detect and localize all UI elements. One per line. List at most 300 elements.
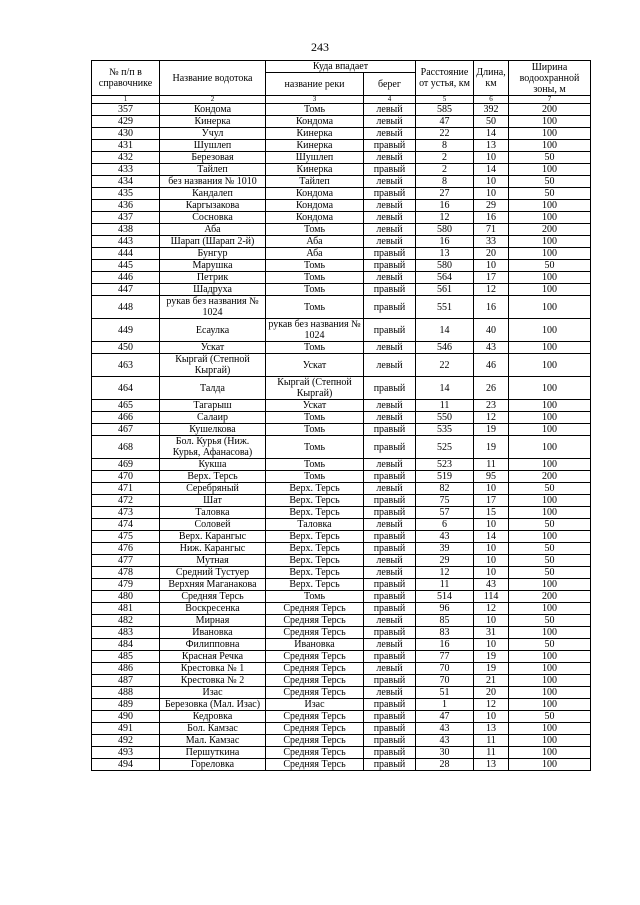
cell-width: 50 (509, 567, 591, 579)
header-bank: берег (364, 73, 416, 96)
cell-length: 10 (474, 519, 509, 531)
cell-distance: 30 (416, 747, 474, 759)
cell-num: 487 (92, 675, 160, 687)
cell-river: Кондома (266, 188, 364, 200)
cell-num: 449 (92, 319, 160, 342)
cell-num: 448 (92, 296, 160, 319)
cell-river: Средняя Терсь (266, 651, 364, 663)
cell-bank: левый (364, 459, 416, 471)
cell-river: Верх. Терсь (266, 507, 364, 519)
cell-length: 26 (474, 377, 509, 400)
cell-river: Томь (266, 260, 364, 272)
cell-distance: 6 (416, 519, 474, 531)
cell-num: 475 (92, 531, 160, 543)
cell-bank: правый (364, 747, 416, 759)
cell-river: Кондома (266, 212, 364, 224)
header-num: № п/п в справочнике (92, 61, 160, 96)
table-row (92, 412, 591, 424)
cell-width: 50 (509, 483, 591, 495)
cell-num: 470 (92, 471, 160, 483)
cell-width: 100 (509, 663, 591, 675)
cell-width: 50 (509, 188, 591, 200)
cell-num: 472 (92, 495, 160, 507)
cell-length: 392 (474, 104, 509, 116)
cell-length: 10 (474, 260, 509, 272)
column-numbers-row (92, 96, 591, 104)
cell-bank: левый (364, 224, 416, 236)
cell-width: 50 (509, 152, 591, 164)
cell-length: 20 (474, 687, 509, 699)
cell-width: 200 (509, 104, 591, 116)
cell-num: 450 (92, 342, 160, 354)
cell-width: 50 (509, 555, 591, 567)
cell-distance: 546 (416, 342, 474, 354)
cell-length: 12 (474, 412, 509, 424)
cell-name: Учул (160, 128, 266, 140)
table-row (92, 747, 591, 759)
cell-distance: 43 (416, 723, 474, 735)
cell-length: 12 (474, 284, 509, 296)
cell-length: 10 (474, 639, 509, 651)
cell-bank: правый (364, 248, 416, 260)
cell-length: 11 (474, 459, 509, 471)
cell-num: 486 (92, 663, 160, 675)
cell-width: 100 (509, 459, 591, 471)
cell-num: 463 (92, 354, 160, 377)
cell-length: 10 (474, 543, 509, 555)
table-row (92, 248, 591, 260)
cell-num: 465 (92, 400, 160, 412)
cell-length: 16 (474, 296, 509, 319)
cell-length: 29 (474, 200, 509, 212)
cell-length: 40 (474, 319, 509, 342)
cell-num: 485 (92, 651, 160, 663)
cell-num: 357 (92, 104, 160, 116)
header-flows-into: Куда впадает (266, 61, 416, 73)
cell-distance: 47 (416, 711, 474, 723)
cell-river: Средняя Терсь (266, 747, 364, 759)
cell-bank: левый (364, 567, 416, 579)
cell-width: 100 (509, 424, 591, 436)
cell-river: Таловка (266, 519, 364, 531)
cell-length: 10 (474, 483, 509, 495)
cell-bank: правый (364, 675, 416, 687)
cell-distance: 564 (416, 272, 474, 284)
cell-name: Сосновка (160, 212, 266, 224)
cell-length: 13 (474, 723, 509, 735)
cell-distance: 22 (416, 128, 474, 140)
cell-name: Таловка (160, 507, 266, 519)
cell-length: 12 (474, 699, 509, 711)
table-row (92, 579, 591, 591)
cell-river: Средняя Терсь (266, 687, 364, 699)
cell-bank: правый (364, 495, 416, 507)
cell-bank: правый (364, 377, 416, 400)
cell-name: Мирная (160, 615, 266, 627)
cell-num: 446 (92, 272, 160, 284)
cell-length: 95 (474, 471, 509, 483)
cell-width: 100 (509, 272, 591, 284)
cell-num: 437 (92, 212, 160, 224)
cell-distance: 525 (416, 436, 474, 459)
cell-distance: 1 (416, 699, 474, 711)
cell-bank: правый (364, 296, 416, 319)
cell-num: 467 (92, 424, 160, 436)
cell-name: Верх. Карангыс (160, 531, 266, 543)
cell-name: Средний Тустуер (160, 567, 266, 579)
cell-bank: правый (364, 319, 416, 342)
cell-name: Першуткина (160, 747, 266, 759)
cell-river: Томь (266, 342, 364, 354)
cell-length: 16 (474, 212, 509, 224)
cell-name: Изас (160, 687, 266, 699)
cell-width: 100 (509, 200, 591, 212)
cell-width: 100 (509, 627, 591, 639)
cell-bank: правый (364, 543, 416, 555)
page-number: 243 (311, 40, 329, 54)
cell-bank: левый (364, 639, 416, 651)
cell-river: Томь (266, 424, 364, 436)
cell-name: Ускат (160, 342, 266, 354)
cell-width: 100 (509, 212, 591, 224)
table-row (92, 591, 591, 603)
cell-num: 494 (92, 759, 160, 771)
cell-num: 432 (92, 152, 160, 164)
cell-bank: правый (364, 424, 416, 436)
cell-length: 10 (474, 176, 509, 188)
cell-width: 100 (509, 507, 591, 519)
cell-num: 489 (92, 699, 160, 711)
cell-num: 483 (92, 627, 160, 639)
header-name: Название водотока (160, 61, 266, 96)
cell-distance: 43 (416, 735, 474, 747)
cell-bank: левый (364, 519, 416, 531)
table-row (92, 128, 591, 140)
cell-river: рукав без названия № 1024 (266, 319, 364, 342)
cell-width: 100 (509, 699, 591, 711)
cell-name: Талда (160, 377, 266, 400)
cell-distance: 519 (416, 471, 474, 483)
table-row (92, 152, 591, 164)
cell-length: 17 (474, 495, 509, 507)
header-distance: Расстояние от устья, км (416, 61, 474, 96)
cell-num: 430 (92, 128, 160, 140)
cell-length: 23 (474, 400, 509, 412)
cell-width: 100 (509, 296, 591, 319)
cell-name: Красная Речка (160, 651, 266, 663)
cell-bank: правый (364, 579, 416, 591)
cell-num: 474 (92, 519, 160, 531)
cell-name: Крестовка № 1 (160, 663, 266, 675)
cell-river: Кинерка (266, 128, 364, 140)
cell-name: Салаир (160, 412, 266, 424)
cell-bank: левый (364, 116, 416, 128)
cell-bank: левый (364, 615, 416, 627)
table-row (92, 639, 591, 651)
cell-width: 50 (509, 176, 591, 188)
cell-distance: 514 (416, 591, 474, 603)
cell-bank: левый (364, 152, 416, 164)
cell-distance: 2 (416, 152, 474, 164)
cell-distance: 535 (416, 424, 474, 436)
cell-distance: 85 (416, 615, 474, 627)
table-row (92, 342, 591, 354)
cell-width: 100 (509, 531, 591, 543)
table-row (92, 319, 591, 342)
cell-bank: левый (364, 687, 416, 699)
cell-length: 19 (474, 436, 509, 459)
table-row (92, 188, 591, 200)
cell-length: 21 (474, 675, 509, 687)
cell-distance: 22 (416, 354, 474, 377)
cell-width: 100 (509, 377, 591, 400)
cell-river: Кинерка (266, 164, 364, 176)
cell-bank: правый (364, 260, 416, 272)
cell-num: 493 (92, 747, 160, 759)
column-number: 6 (474, 96, 509, 104)
cell-river: Ускат (266, 400, 364, 412)
cell-width: 100 (509, 128, 591, 140)
table-row (92, 200, 591, 212)
cell-width: 200 (509, 591, 591, 603)
cell-name: Мутная (160, 555, 266, 567)
cell-num: 443 (92, 236, 160, 248)
cell-distance: 2 (416, 164, 474, 176)
cell-river: Верх. Терсь (266, 567, 364, 579)
table-row (92, 164, 591, 176)
cell-river: Кондома (266, 116, 364, 128)
cell-distance: 70 (416, 663, 474, 675)
cell-distance: 75 (416, 495, 474, 507)
watercourse-table (91, 60, 591, 771)
header-length: Длина, км (474, 61, 509, 96)
cell-length: 10 (474, 615, 509, 627)
cell-length: 71 (474, 224, 509, 236)
cell-name: Филипповна (160, 639, 266, 651)
cell-bank: правый (364, 188, 416, 200)
cell-width: 100 (509, 687, 591, 699)
cell-river: Томь (266, 436, 364, 459)
cell-bank: левый (364, 354, 416, 377)
cell-distance: 551 (416, 296, 474, 319)
cell-river: Средняя Терсь (266, 615, 364, 627)
cell-distance: 51 (416, 687, 474, 699)
cell-river: Верх. Терсь (266, 579, 364, 591)
table-row (92, 354, 591, 377)
table-row (92, 424, 591, 436)
cell-distance: 8 (416, 140, 474, 152)
cell-num: 469 (92, 459, 160, 471)
cell-distance: 39 (416, 543, 474, 555)
cell-bank: правый (364, 471, 416, 483)
cell-num: 429 (92, 116, 160, 128)
cell-num: 445 (92, 260, 160, 272)
table-row (92, 104, 591, 116)
cell-width: 100 (509, 354, 591, 377)
cell-num: 484 (92, 639, 160, 651)
cell-distance: 29 (416, 555, 474, 567)
cell-length: 10 (474, 555, 509, 567)
cell-length: 46 (474, 354, 509, 377)
table-row (92, 116, 591, 128)
column-number: 4 (364, 96, 416, 104)
table-row (92, 436, 591, 459)
cell-length: 17 (474, 272, 509, 284)
cell-width: 100 (509, 248, 591, 260)
cell-distance: 16 (416, 200, 474, 212)
cell-name: Шарап (Шарап 2-й) (160, 236, 266, 248)
cell-name: Петрик (160, 272, 266, 284)
cell-distance: 561 (416, 284, 474, 296)
cell-distance: 580 (416, 260, 474, 272)
cell-river: Аба (266, 248, 364, 260)
table-body (92, 104, 591, 771)
cell-river: Средняя Терсь (266, 711, 364, 723)
cell-num: 435 (92, 188, 160, 200)
cell-distance: 580 (416, 224, 474, 236)
cell-bank: правый (364, 591, 416, 603)
column-number: 7 (509, 96, 591, 104)
table-row (92, 260, 591, 272)
cell-bank: правый (364, 284, 416, 296)
cell-bank: правый (364, 711, 416, 723)
cell-num: 447 (92, 284, 160, 296)
cell-river: Средняя Терсь (266, 603, 364, 615)
cell-bank: левый (364, 104, 416, 116)
cell-width: 100 (509, 495, 591, 507)
cell-length: 14 (474, 128, 509, 140)
cell-width: 100 (509, 284, 591, 296)
cell-name: Ниж. Карангыс (160, 543, 266, 555)
cell-distance: 550 (416, 412, 474, 424)
cell-distance: 83 (416, 627, 474, 639)
cell-name: Шат (160, 495, 266, 507)
cell-river: Томь (266, 412, 364, 424)
cell-length: 11 (474, 747, 509, 759)
table-row (92, 459, 591, 471)
cell-bank: правый (364, 723, 416, 735)
cell-bank: левый (364, 176, 416, 188)
cell-distance: 523 (416, 459, 474, 471)
cell-distance: 70 (416, 675, 474, 687)
cell-name: Бунгур (160, 248, 266, 260)
cell-name: Кушелкова (160, 424, 266, 436)
table-row (92, 519, 591, 531)
table-row (92, 543, 591, 555)
table-row (92, 272, 591, 284)
cell-width: 100 (509, 140, 591, 152)
cell-river: Аба (266, 236, 364, 248)
cell-name: без названия № 1010 (160, 176, 266, 188)
table-row (92, 711, 591, 723)
cell-name: Бол. Камзас (160, 723, 266, 735)
cell-num: 431 (92, 140, 160, 152)
column-number: 1 (92, 96, 160, 104)
cell-river: Кинерка (266, 140, 364, 152)
cell-length: 114 (474, 591, 509, 603)
cell-name: Соловей (160, 519, 266, 531)
cell-width: 50 (509, 711, 591, 723)
cell-width: 100 (509, 412, 591, 424)
cell-num: 471 (92, 483, 160, 495)
cell-river: Томь (266, 471, 364, 483)
column-number: 2 (160, 96, 266, 104)
cell-num: 436 (92, 200, 160, 212)
cell-bank: правый (364, 436, 416, 459)
column-number: 5 (416, 96, 474, 104)
cell-distance: 13 (416, 248, 474, 260)
table-row (92, 699, 591, 711)
cell-name: Тайлеп (160, 164, 266, 176)
cell-width: 100 (509, 342, 591, 354)
cell-name: Кинерка (160, 116, 266, 128)
cell-river: Верх. Терсь (266, 495, 364, 507)
cell-name: Верхняя Маганакова (160, 579, 266, 591)
cell-distance: 14 (416, 377, 474, 400)
cell-name: Гореловка (160, 759, 266, 771)
cell-name: Кандалеп (160, 188, 266, 200)
cell-name: Мал. Камзас (160, 735, 266, 747)
cell-river: Средняя Терсь (266, 627, 364, 639)
cell-num: 480 (92, 591, 160, 603)
cell-num: 444 (92, 248, 160, 260)
cell-length: 12 (474, 603, 509, 615)
cell-length: 20 (474, 248, 509, 260)
cell-name: Каргызакова (160, 200, 266, 212)
cell-bank: правый (364, 735, 416, 747)
cell-name: Крестовка № 2 (160, 675, 266, 687)
cell-width: 100 (509, 723, 591, 735)
cell-name: Верх. Терсь (160, 471, 266, 483)
cell-length: 15 (474, 507, 509, 519)
table-row (92, 296, 591, 319)
cell-name: Березовка (Мал. Изас) (160, 699, 266, 711)
cell-num: 491 (92, 723, 160, 735)
cell-name: Шадруха (160, 284, 266, 296)
cell-river: Средняя Терсь (266, 675, 364, 687)
cell-bank: левый (364, 663, 416, 675)
cell-bank: левый (364, 212, 416, 224)
cell-width: 100 (509, 675, 591, 687)
cell-distance: 11 (416, 400, 474, 412)
cell-length: 43 (474, 579, 509, 591)
cell-distance: 16 (416, 236, 474, 248)
cell-width: 50 (509, 543, 591, 555)
cell-river: Тайлеп (266, 176, 364, 188)
cell-num: 464 (92, 377, 160, 400)
cell-bank: правый (364, 507, 416, 519)
table-row (92, 615, 591, 627)
cell-distance: 96 (416, 603, 474, 615)
cell-width: 100 (509, 319, 591, 342)
cell-width: 100 (509, 236, 591, 248)
header-row (92, 61, 591, 73)
cell-river: Верх. Терсь (266, 543, 364, 555)
table-row (92, 723, 591, 735)
cell-bank: левый (364, 236, 416, 248)
cell-river: Ивановка (266, 639, 364, 651)
cell-river: Ускат (266, 354, 364, 377)
cell-river: Томь (266, 272, 364, 284)
cell-river: Томь (266, 284, 364, 296)
cell-name: Березовая (160, 152, 266, 164)
table-row (92, 627, 591, 639)
cell-width: 100 (509, 164, 591, 176)
cell-distance: 82 (416, 483, 474, 495)
cell-width: 100 (509, 579, 591, 591)
cell-num: 492 (92, 735, 160, 747)
cell-river: Верх. Терсь (266, 483, 364, 495)
